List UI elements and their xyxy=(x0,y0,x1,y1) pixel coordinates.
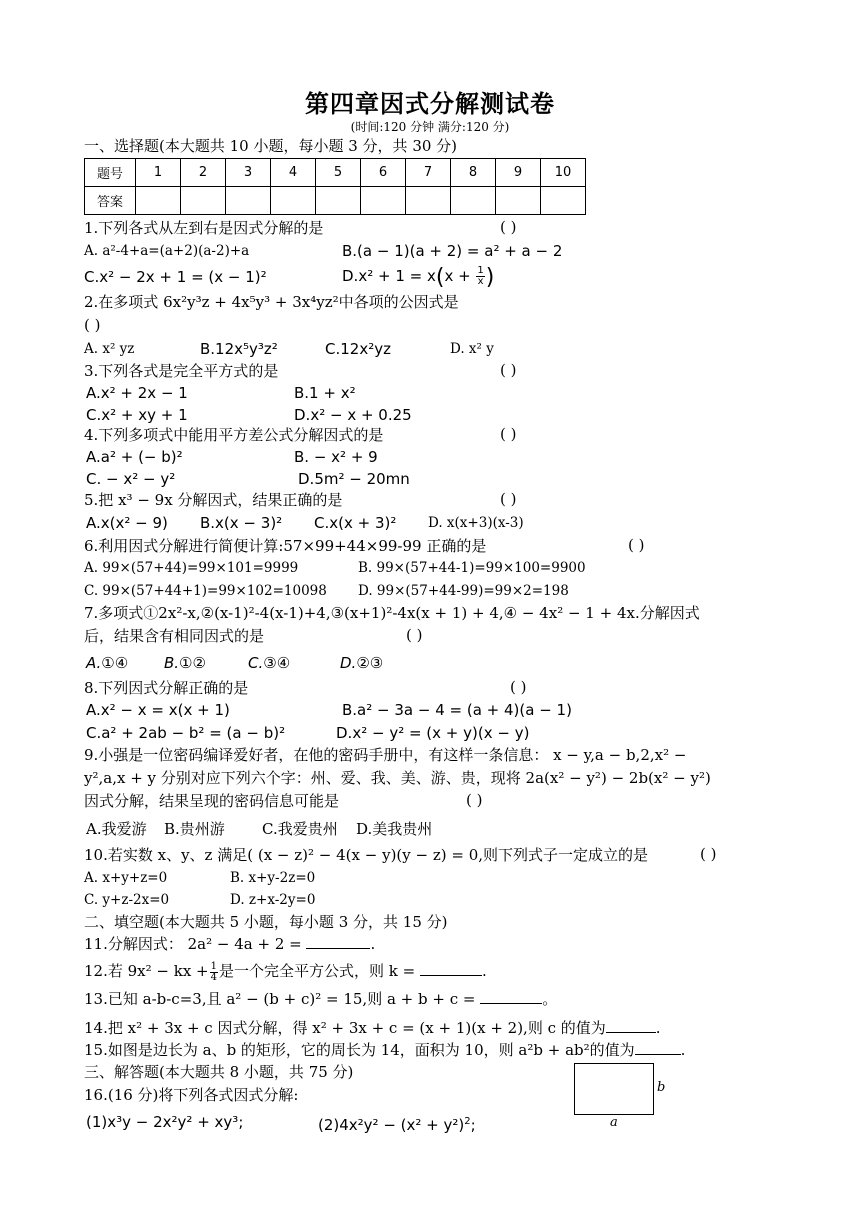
table-cell-label: 题号 xyxy=(85,159,136,187)
question-9-stem: 9.小强是一位密码编译爱好者，在他的密码手册中，有这样一条信息： x − y,a − b,2,x² − xyxy=(84,746,687,764)
question-1-stem: 1.下列各式从左到右是因式分解的是 xyxy=(84,219,324,237)
option-a xyxy=(86,819,147,839)
side-label-b: b xyxy=(657,1080,666,1095)
option-a: A.x² − x = x(x + 1) xyxy=(86,701,230,719)
option-c: C.a² + 2ab − b² = (a − b)² xyxy=(86,724,286,742)
table-cell-number: 7 xyxy=(406,159,451,187)
option-b: B. x+y-2z=0 xyxy=(230,870,316,886)
question-16-part-1: (1)x³y − 2x²y² + xy³; xyxy=(86,1113,244,1131)
option-b: B.12x⁵y³z² xyxy=(200,340,278,358)
table-cell-number: 9 xyxy=(496,159,541,187)
answer-cell[interactable] xyxy=(361,187,406,215)
question-3-stem: 3.下列各式是完全平方式的是 xyxy=(84,362,279,380)
option-d: D. 99×(57+44-99)=99×2=198 xyxy=(358,583,569,599)
option-b: B.①② xyxy=(164,654,206,672)
answer-cell[interactable] xyxy=(496,187,541,215)
option-a: A. a²-4+a=(a+2)(a-2)+a xyxy=(84,243,250,259)
section-heading-solve: 三、解答题(本大题共 8 小题，共 75 分) xyxy=(84,1063,354,1081)
fraction: $\frac{1}{4}$ xyxy=(210,960,218,983)
question-9-stem-end: 因式分解，结果呈现的密码信息可能是 xyxy=(84,792,340,810)
option-a: A.x(x² − 9) xyxy=(86,514,168,532)
table-cell-number: 8 xyxy=(451,159,496,187)
option-c: C.③④ xyxy=(248,654,291,672)
option-d: D.x² − y² = (x + y)(x − y) xyxy=(336,724,530,742)
answer-blank[interactable] xyxy=(606,1018,656,1033)
question-13: 13.已知 a-b-c=3,且 a² − (b + c)² = 15,则 a + b + c = 。 xyxy=(84,990,558,1008)
option-a: A. x² yz xyxy=(84,341,135,357)
question-4-stem: 4.下列多项式中能用平方差公式分解因式的是 xyxy=(84,426,384,444)
question-11: 11.分解因式： 2a² − 4a + 2 = . xyxy=(84,935,376,953)
answer-blank[interactable] xyxy=(420,961,482,976)
table-cell-number: 5 xyxy=(316,159,361,187)
option-d-text: D.x² + 1 = x xyxy=(342,267,436,285)
question-12-stem: 12.若 9x² − kx + xyxy=(84,962,209,980)
fraction: $\frac{1}{x}$ xyxy=(477,265,484,287)
table-cell-number: 3 xyxy=(226,159,271,187)
answer-cell[interactable] xyxy=(181,187,226,215)
option-c: C. − x² − y² xyxy=(86,470,176,488)
option-b: B.贵州游 xyxy=(164,820,225,838)
option-c: C.我爱贵州 xyxy=(262,820,338,838)
answer-paren: ( ) xyxy=(500,361,517,379)
question-9-stem-cont: y²,a,x + y 分别对应下列六个字：州、爱、我、美、游、贵，现将 2a(x² − y²) − 2b(x² − y²) xyxy=(84,769,711,787)
question-14: 14.把 x² + 3x + c 因式分解，得 x² + 3x + c = (x + 1)(x + 2),则 c 的值为 . xyxy=(84,1019,661,1037)
section-heading-choice: 一、选择题(本大题共 10 小题，每小题 3 分，共 30 分) xyxy=(84,137,458,155)
option-a-text: A.我爱游 xyxy=(86,820,147,838)
option-d: D. x(x+3)(x-3) xyxy=(428,515,524,531)
option-d: D. z+x-2y=0 xyxy=(230,892,316,908)
question-8-stem: 8.下列因式分解正确的是 xyxy=(84,679,249,697)
answer-paren: ( ) xyxy=(628,536,645,554)
question-7-stem-cont: 后，结果含有相同因式的是 xyxy=(84,627,265,645)
side-label-a: a xyxy=(610,1115,618,1130)
question-2-stem: 2.在多项式 6x²y³z + 4x⁵y³ + 3x⁴yz²中各项的公因式是 xyxy=(84,293,459,311)
option-c: C.x² − 2x + 1 = (x − 1)² xyxy=(84,268,267,286)
table-cell-number: 6 xyxy=(361,159,406,187)
option-c: C. y+z-2x=0 xyxy=(84,892,170,908)
answer-paren: ( ) xyxy=(84,316,101,334)
table-cell-label: 答案 xyxy=(85,187,136,215)
option-a: A. x+y+z=0 xyxy=(84,870,168,886)
option-a: A.①④ xyxy=(86,654,129,672)
table-row xyxy=(85,187,586,215)
option-c: C.x(x + 3)² xyxy=(314,514,397,532)
option-b: B.1 + x² xyxy=(294,384,356,402)
option-b: B. − x² + 9 xyxy=(294,448,378,466)
table-cell-number: 10 xyxy=(541,159,586,187)
answer-cell[interactable] xyxy=(316,187,361,215)
option-b: B.(a − 1)(a + 2) = a² + a − 2 xyxy=(342,242,563,260)
answer-paren: ( ) xyxy=(700,845,717,863)
question-13-stem: 13.已知 a-b-c=3,且 a² − (b + c)² = 15,则 a + b + c = xyxy=(84,990,476,1008)
option-c: C.12x²yz xyxy=(325,340,391,358)
answer-cell[interactable] xyxy=(271,187,316,215)
option-d-inner: x + xyxy=(444,267,476,285)
question-5-stem: 5.把 x³ − 9x 分解因式，结果正确的是 xyxy=(84,491,343,509)
answer-blank[interactable] xyxy=(306,934,370,949)
option-a: A.x² + 2x − 1 xyxy=(86,384,188,402)
option-a: A. 99×(57+44)=99×101=9999 xyxy=(84,560,299,576)
table-row xyxy=(85,159,586,187)
page-title: 第四章因式分解测试卷 xyxy=(305,89,555,118)
option-d: D.x² − x + 0.25 xyxy=(294,406,412,424)
question-12: 12.若 9x² − kx + $\frac{1}{4}$ 是一个完全平方公式，则 k = . xyxy=(84,960,487,983)
option-a: A.a² + (− b)² xyxy=(86,448,183,466)
option-b: B.a² − 3a − 4 = (a + 4)(a − 1) xyxy=(342,701,572,719)
option-d: D.②③ xyxy=(340,654,384,672)
question-16-part-2: $(2)4x^2y^2 - (x^2 + y^2)^2$; xyxy=(318,1116,476,1134)
answer-blank[interactable] xyxy=(480,989,542,1004)
answer-paren: ( ) xyxy=(510,678,527,696)
answer-cell[interactable] xyxy=(451,187,496,215)
table-cell-number: 2 xyxy=(181,159,226,187)
question-6-stem: 6.利用因式分解进行简便计算:57×99+44×99-99 正确的是 xyxy=(84,537,487,555)
answer-paren: ( ) xyxy=(500,218,517,236)
question-11-stem: 11.分解因式： 2a² − 4a + 2 = xyxy=(84,935,302,953)
answer-paren: ( ) xyxy=(466,791,483,809)
option-c: C. 99×(57+44+1)=99×102=10098 xyxy=(84,583,327,599)
answer-paren: ( ) xyxy=(500,490,517,508)
option-d: D.美我贵州 xyxy=(356,820,433,838)
answer-cell[interactable] xyxy=(136,187,181,215)
option-b: B. 99×(57+44-1)=99×100=9900 xyxy=(358,560,586,576)
question-15-stem: 15.如图是边长为 a、b 的矩形，它的周长为 14，面积为 10，则 a²b + ab²的值为 xyxy=(84,1041,635,1059)
option-d: D.5m² − 20mn xyxy=(298,470,410,488)
answer-cell[interactable] xyxy=(226,187,271,215)
answer-paren: ( ) xyxy=(500,425,517,443)
table-cell-number: 1 xyxy=(136,159,181,187)
answer-blank[interactable] xyxy=(635,1040,681,1055)
option-b: B.x(x − 3)² xyxy=(200,514,283,532)
question-7-stem: 7.多项式①2x²-x,②(x-1)²-4(x-1)+4,③(x+1)²-4x(x + 1) + 4,④ − 4x² − 1 + 4x.分解因式 xyxy=(84,604,700,622)
question-16-stem: 16.(16 分)将下列各式因式分解: xyxy=(84,1086,299,1104)
answer-table xyxy=(84,158,586,215)
question-10-stem: 10.若实数 x、y、z 满足( (x − z)² − 4(x − y)(y − z) = 0,则下列式子一定成立的是 xyxy=(84,846,649,864)
rectangle-figure xyxy=(574,1063,654,1115)
answer-cell[interactable] xyxy=(541,187,586,215)
exam-info: (时间:120 分钟 满分:120 分) xyxy=(350,120,510,134)
answer-paren: ( ) xyxy=(406,626,423,644)
section-heading-fill: 二、填空题(本大题共 5 小题，每小题 3 分，共 15 分) xyxy=(84,913,448,931)
option-c: C.x² + xy + 1 xyxy=(86,406,188,424)
table-cell-number: 4 xyxy=(271,159,316,187)
question-14-stem: 14.把 x² + 3x + c 因式分解，得 x² + 3x + c = (x + 1)(x + 2),则 c 的值为 xyxy=(84,1019,606,1037)
option-d: D.x² + 1 = x(x + $\frac{1}{x}$ ) xyxy=(342,265,495,290)
question-12-stem-end: 是一个完全平方公式，则 k = xyxy=(219,962,416,980)
answer-cell[interactable] xyxy=(406,187,451,215)
option-d: D. x² y xyxy=(450,341,494,357)
question-15: 15.如图是边长为 a、b 的矩形，它的周长为 14，面积为 10，则 a²b + ab²的值为 . xyxy=(84,1041,686,1059)
